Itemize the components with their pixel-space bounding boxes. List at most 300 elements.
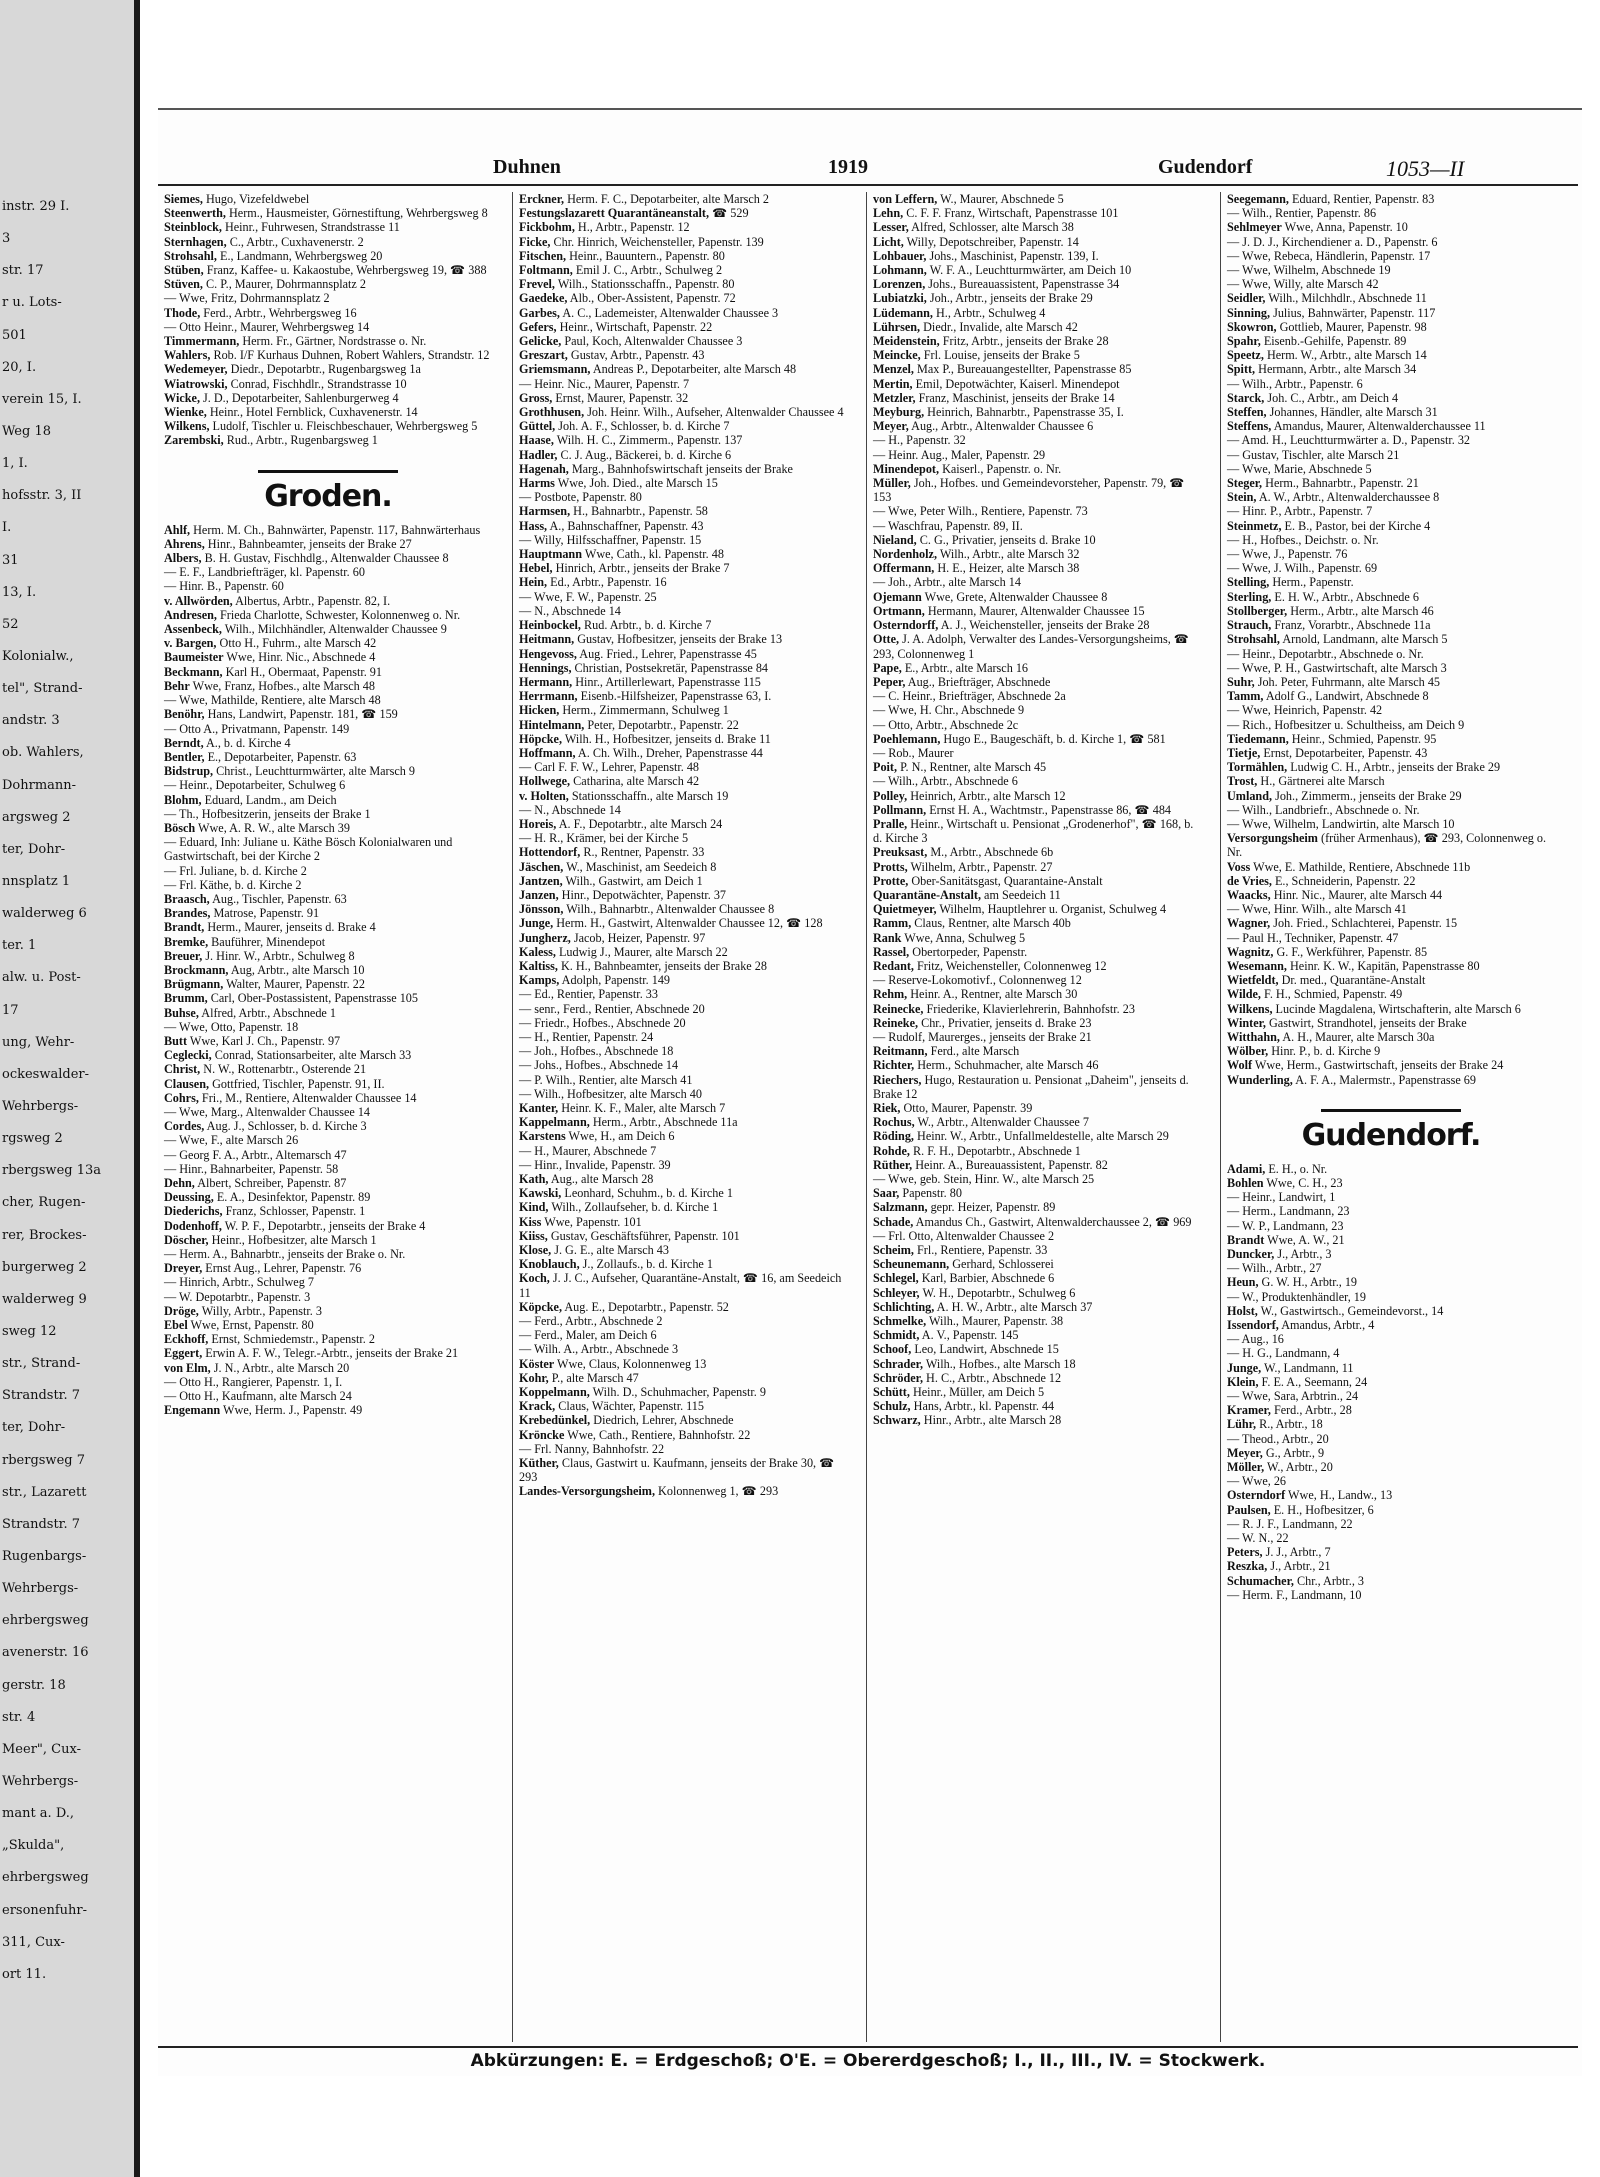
fragment-line: 31 bbox=[2, 553, 19, 568]
entry-surname: Meyer, bbox=[873, 419, 909, 434]
directory-entry bbox=[873, 1030, 1203, 1044]
directory-entry bbox=[1227, 1531, 1557, 1545]
entry-surname: Jantzen, bbox=[519, 873, 563, 888]
entry-details: Wwe, E. Mathilde, Rentiere, Abschnede 11b bbox=[1253, 859, 1471, 874]
directory-entry bbox=[519, 476, 849, 490]
entry-surname: Baumeister bbox=[164, 650, 224, 665]
entry-details: Heinr., Wirtschaft, Papenstr. 22 bbox=[559, 319, 713, 334]
entry-details: H. E., Heizer, alte Marsch 38 bbox=[937, 561, 1080, 576]
entry-details: — Theod., Arbtr., 20 bbox=[1227, 1431, 1329, 1446]
directory-entry bbox=[164, 1119, 494, 1133]
entry-surname: Seegemann, bbox=[1227, 192, 1289, 206]
entry-surname: Schade, bbox=[873, 1214, 914, 1229]
entry-details: Wwe, Anna, Schulweg 5 bbox=[904, 930, 1026, 945]
entry-surname: Hicken, bbox=[519, 703, 560, 718]
entry-details: J. J., Arbtr., 7 bbox=[1265, 1545, 1331, 1560]
entry-surname: Engemann bbox=[164, 1403, 221, 1418]
directory-entry bbox=[1227, 490, 1557, 504]
directory-entry bbox=[1227, 1030, 1557, 1044]
entry-details: C. F. F. Franz, Wirtschaft, Papenstrasse 101 bbox=[906, 206, 1119, 221]
entry-surname: Hottendorf, bbox=[519, 845, 581, 860]
entry-details: Frieda Charlotte, Schwester, Kolonnenweg o. Nr. bbox=[219, 607, 461, 622]
directory-entry bbox=[519, 831, 849, 845]
entry-details: Wilh., Gastwirt, am Deich 1 bbox=[565, 873, 703, 888]
fragment-line: Wehrbergs- bbox=[2, 1774, 79, 1789]
entry-surname: Riechers, bbox=[873, 1072, 922, 1087]
directory-entry bbox=[164, 1389, 494, 1403]
directory-entry bbox=[164, 622, 494, 636]
entry-details: Heinrich, Bahnarbtr., Papenstrasse 35, I. bbox=[927, 405, 1124, 420]
entry-details: W. H., Depotarbtr., Schulweg 6 bbox=[922, 1285, 1076, 1300]
directory-entry bbox=[1227, 377, 1557, 391]
fragment-line: 3 bbox=[2, 231, 11, 246]
entry-details: Aug. E., Depotarbtr., Papenstr. 52 bbox=[564, 1299, 729, 1314]
directory-entry bbox=[1227, 519, 1557, 533]
entry-details: Amandus, Maurer, Altenwalderchaussee 11 bbox=[1273, 419, 1486, 434]
directory-entry bbox=[519, 987, 849, 1001]
directory-entry bbox=[164, 1176, 494, 1190]
entry-surname: Strohsahl, bbox=[1227, 632, 1280, 647]
directory-entry bbox=[1227, 263, 1557, 277]
directory-entry bbox=[873, 1385, 1203, 1399]
directory-entry bbox=[519, 277, 849, 291]
entry-details: Matrose, Papenstr. 91 bbox=[213, 906, 320, 921]
entry-surname: Thode, bbox=[164, 305, 201, 320]
directory-entry bbox=[873, 916, 1203, 930]
directory-entry bbox=[1227, 959, 1557, 973]
entry-surname: Ceglecki, bbox=[164, 1048, 212, 1063]
entry-details: — W. Depotarbtr., Papenstr. 3 bbox=[164, 1289, 311, 1304]
entry-surname: Lohbauer, bbox=[873, 248, 927, 263]
directory-entry bbox=[164, 991, 494, 1005]
entry-details: — Aug., 16 bbox=[1227, 1332, 1284, 1347]
directory-entry bbox=[1227, 419, 1557, 433]
directory-entry bbox=[873, 845, 1203, 859]
directory-entry bbox=[873, 1286, 1203, 1300]
entry-details: Adolph, Papenstr. 149 bbox=[561, 973, 671, 988]
directory-entry bbox=[164, 306, 494, 320]
entry-details: — Wilh., Landbriefr., Abschnede o. Nr. bbox=[1227, 802, 1420, 817]
entry-details: — Gustav, Tischler, alte Marsch 21 bbox=[1227, 447, 1400, 462]
entry-details: Marg., Bahnhofswirtschaft jenseits der Brake bbox=[571, 461, 793, 476]
entry-surname: Garbes, bbox=[519, 305, 560, 320]
entry-surname: Versorgungsheim bbox=[1227, 831, 1318, 846]
entry-details: Heinr. A., Rentner, alte Marsch 30 bbox=[910, 987, 1078, 1002]
entry-details: Eisenb.-Gehilfe, Papenstr. 89 bbox=[1263, 334, 1407, 349]
entry-surname: Wilde, bbox=[1227, 987, 1261, 1002]
entry-details: Hinr., Bahnbeamter, jenseits der Brake 27 bbox=[207, 536, 412, 551]
entry-details: Wwe, Papenstr. 101 bbox=[544, 1214, 642, 1229]
entry-surname: Otte, bbox=[873, 632, 900, 647]
entry-details: Otto H., Fuhrm., alte Marsch 42 bbox=[219, 636, 377, 651]
directory-entry bbox=[873, 519, 1203, 533]
entry-surname: Wunderling, bbox=[1227, 1072, 1293, 1087]
fragment-line: Strandstr. 7 bbox=[2, 1517, 81, 1532]
entry-surname: Meincke, bbox=[873, 348, 921, 363]
entry-details: Frl. Louise, jenseits der Brake 5 bbox=[923, 348, 1080, 363]
entry-surname: Wölber, bbox=[1227, 1044, 1269, 1059]
entry-surname: Zarembski, bbox=[164, 433, 224, 448]
entry-surname: Skowron, bbox=[1227, 319, 1277, 334]
directory-entry bbox=[164, 1034, 494, 1048]
section-divider bbox=[258, 470, 398, 473]
entry-surname: Waacks, bbox=[1227, 887, 1271, 902]
directory-entry bbox=[519, 973, 849, 987]
entry-surname: Kaltiss, bbox=[519, 958, 558, 973]
entry-surname: Menzel, bbox=[873, 362, 914, 377]
entry-surname: Quietmeyer, bbox=[873, 902, 937, 917]
directory-entry bbox=[519, 1158, 849, 1172]
section-title: Groden. bbox=[264, 478, 392, 514]
directory-entry bbox=[873, 703, 1203, 717]
entry-details: Wilh., Milchhändler, Altenwalder Chaussee 9 bbox=[224, 622, 447, 637]
fragment-line: Weg 18 bbox=[2, 424, 51, 439]
fragment-line: ersonenfuhr- bbox=[2, 1903, 88, 1918]
directory-entry bbox=[1227, 504, 1557, 518]
entry-details: Wwe, Cath., Rentiere, Bahnhofstr. 22 bbox=[567, 1427, 751, 1442]
entry-surname: Horeis, bbox=[519, 816, 557, 831]
directory-entry bbox=[519, 1328, 849, 1342]
entry-details: Aug, Arbtr., alte Marsch 10 bbox=[230, 962, 365, 977]
entry-details: Obertorpeder, Papenstr. bbox=[912, 944, 1028, 959]
entry-details: Gerhard, Schlosserei bbox=[952, 1257, 1054, 1272]
directory-entry bbox=[1227, 831, 1557, 859]
entry-surname: Heitmann, bbox=[519, 632, 575, 647]
directory-entry bbox=[1227, 774, 1557, 788]
entry-details: — Wwe, Mathilde, Rentiere, alte Marsch 48 bbox=[164, 693, 381, 708]
directory-entry bbox=[164, 864, 494, 878]
entry-surname: Schleyer, bbox=[873, 1285, 920, 1300]
entry-details: Johs., Maschinist, Papenstr. 139, I. bbox=[929, 248, 1099, 263]
entry-surname: Spahr, bbox=[1227, 334, 1261, 349]
directory-entry bbox=[1227, 647, 1557, 661]
entry-surname: Schütt, bbox=[873, 1385, 910, 1400]
entry-surname: Griemsmann, bbox=[519, 362, 591, 377]
directory-entry bbox=[1227, 1503, 1557, 1517]
entry-surname: Hermann, bbox=[519, 674, 573, 689]
entry-details: Wwe, Anna, Papenstr. 10 bbox=[1284, 220, 1408, 235]
directory-entry bbox=[1227, 1304, 1557, 1318]
entry-details: Conrad, Stationsarbeiter, alte Marsch 33 bbox=[214, 1048, 412, 1063]
entry-details: A. H., Maurer, alte Marsch 30a bbox=[1282, 1029, 1435, 1044]
entry-surname: Lohmann, bbox=[873, 263, 927, 278]
directory-entry bbox=[164, 579, 494, 593]
entry-surname: Jönsson, bbox=[519, 902, 564, 917]
directory-entry bbox=[1227, 1517, 1557, 1531]
directory-entry bbox=[164, 1148, 494, 1162]
entry-surname: Behr bbox=[164, 678, 190, 693]
entry-details: — H. R., Krämer, bei der Kirche 5 bbox=[519, 831, 689, 846]
entry-details: — Heinr. Nic., Maurer, Papenstr. 7 bbox=[519, 376, 690, 391]
entry-details: J. A. Adolph, Verwalter des Landes-Versorgungsheims, ☎ 293, Colonnenweg 1 bbox=[873, 632, 1189, 661]
directory-entry bbox=[164, 920, 494, 934]
directory-entry bbox=[164, 1204, 494, 1218]
entry-details: W., Arbtr., Altenwalder Chaussee 7 bbox=[917, 1115, 1089, 1130]
entry-details: — Reserve-Lokomotivf., Colonnenweg 12 bbox=[873, 973, 1082, 988]
entry-surname: Wedemeyer, bbox=[164, 362, 228, 377]
directory-entry bbox=[519, 661, 849, 675]
directory-entry bbox=[519, 703, 849, 717]
entry-details: gepr. Heizer, Papenstr. 89 bbox=[930, 1200, 1056, 1215]
directory-entry bbox=[873, 590, 1203, 604]
entry-details: Ernst, Maurer, Papenstr. 32 bbox=[555, 390, 689, 405]
header-left-place: Duhnen bbox=[493, 156, 561, 178]
entry-surname: v. Bargen, bbox=[164, 636, 217, 651]
entry-details: — Joh., Hofbes., Abschnede 18 bbox=[519, 1044, 674, 1059]
entry-details: Amandus, Arbtr., 4 bbox=[1281, 1318, 1375, 1333]
entry-details: H., Arbtr., Papenstr. 12 bbox=[577, 220, 690, 235]
directory-entry bbox=[164, 693, 494, 707]
directory-entry bbox=[1227, 1346, 1557, 1360]
directory-entry bbox=[1227, 1574, 1557, 1588]
directory-entry bbox=[1227, 945, 1557, 959]
directory-entry bbox=[873, 760, 1203, 774]
entry-surname: Wesemann, bbox=[1227, 958, 1287, 973]
directory-entry bbox=[873, 675, 1203, 689]
entry-details: — Amd. H., Leuchtturmwärter a. D., Papenstr. 32 bbox=[1227, 433, 1471, 448]
entry-details: Ober-Sanitätsgast, Quarantaine-Anstalt bbox=[911, 873, 1103, 888]
entry-details: Wwe, Ernst, Papenstr. 80 bbox=[190, 1318, 314, 1333]
entry-details: Heinr., Bauuntern., Papenstr. 80 bbox=[569, 248, 725, 263]
directory-entry bbox=[519, 533, 849, 547]
entry-surname: Brandt, bbox=[164, 920, 205, 935]
directory-entry bbox=[519, 1456, 849, 1484]
entry-details: C. P., Maurer, Dohrmannsplatz 2 bbox=[206, 277, 366, 292]
entry-details: Johannes, Händler, alte Marsch 31 bbox=[1269, 405, 1438, 420]
directory-entry bbox=[873, 1328, 1203, 1342]
entry-surname: Nordenholz, bbox=[873, 547, 937, 562]
entry-surname: Wienke, bbox=[164, 405, 207, 420]
entry-surname: Kath, bbox=[519, 1172, 549, 1187]
entry-details: Herm. M. Ch., Bahnwärter, Papenstr. 117, Bahnwärterhaus bbox=[193, 522, 481, 537]
entry-surname: Tamm, bbox=[1227, 689, 1264, 704]
directory-entry bbox=[873, 1129, 1203, 1143]
directory-entry bbox=[519, 760, 849, 774]
entry-surname: Siemes, bbox=[164, 192, 203, 206]
entry-details: Wilhelm, Hauptlehrer u. Organist, Schulweg 4 bbox=[939, 902, 1167, 917]
entry-details: C. G., Privatier, jenseits d. Brake 10 bbox=[919, 532, 1096, 547]
directory-entry bbox=[873, 391, 1203, 405]
entry-surname: Wilkens, bbox=[164, 419, 210, 434]
directory-entry bbox=[519, 462, 849, 476]
entry-details: Andreas P., Depotarbeiter, alte Marsch 48 bbox=[592, 362, 797, 377]
entry-details: E. A., Desinfektor, Papenstr. 89 bbox=[216, 1190, 371, 1205]
entry-details: Wilh., Hofbes., alte Marsch 18 bbox=[925, 1356, 1076, 1371]
directory-entry bbox=[164, 391, 494, 405]
directory-entry bbox=[1227, 874, 1557, 888]
entry-surname: Scheunemann, bbox=[873, 1257, 950, 1272]
entry-surname: Tormählen, bbox=[1227, 760, 1288, 775]
entry-details: Gustav, Arbtr., Papenstr. 43 bbox=[570, 348, 705, 363]
directory-entry bbox=[873, 462, 1203, 476]
entry-surname: Janzen, bbox=[519, 887, 559, 902]
directory-entry bbox=[873, 604, 1203, 618]
directory-entry bbox=[1227, 675, 1557, 689]
entry-details: — Otto H., Rangierer, Papenstr. 1, I. bbox=[164, 1374, 343, 1389]
fragment-line: 1, I. bbox=[2, 456, 28, 471]
entry-surname: Kiss bbox=[519, 1214, 542, 1229]
fragment-line: avenerstr. 16 bbox=[2, 1645, 89, 1660]
entry-details: — Carl F. F. W., Lehrer, Papenstr. 48 bbox=[519, 760, 700, 775]
directory-entry bbox=[519, 774, 849, 788]
directory-entry bbox=[1227, 1588, 1557, 1602]
entry-details: — Otto, Arbtr., Abschnede 2c bbox=[873, 717, 1019, 732]
entry-details: — Postbote, Papenstr. 80 bbox=[519, 490, 642, 505]
entry-surname: Küther, bbox=[519, 1456, 559, 1471]
entry-details: — Wwe, Heinrich, Papenstr. 42 bbox=[1227, 703, 1383, 718]
directory-entry bbox=[519, 1428, 849, 1442]
directory-entry bbox=[164, 192, 494, 206]
entry-details: Hugo, Restauration u. Pensionat „Daheim", jenseits d. Brake 12 bbox=[873, 1072, 1189, 1101]
directory-entry bbox=[519, 377, 849, 391]
entry-details: Amandus Ch., Gastwirt, Altenwalderchaussee 2, ☎ 969 bbox=[915, 1214, 1192, 1229]
entry-details: Herm. F. C., Depotarbeiter, alte Marsch 2 bbox=[567, 192, 770, 206]
entry-surname: Stein, bbox=[1227, 490, 1257, 505]
entry-surname: Steinmetz, bbox=[1227, 518, 1282, 533]
entry-surname: von Elm, bbox=[164, 1360, 211, 1375]
directory-entry bbox=[164, 565, 494, 579]
entry-surname: Lesser, bbox=[873, 220, 909, 235]
entry-details: Joh. C., Arbtr., am Deich 4 bbox=[1267, 390, 1399, 405]
entry-details: W., Arbtr., 20 bbox=[1266, 1460, 1333, 1475]
entry-surname: Klose, bbox=[519, 1243, 552, 1258]
entry-details: — N., Abschnede 14 bbox=[519, 802, 621, 817]
directory-entry bbox=[164, 736, 494, 750]
directory-entry bbox=[873, 689, 1203, 703]
entry-details: Aug., Briefträger, Abschnede bbox=[907, 674, 1051, 689]
fragment-line: ung, Wehr- bbox=[2, 1035, 75, 1050]
directory-entry bbox=[519, 1044, 849, 1058]
directory-entry bbox=[1227, 405, 1557, 419]
entry-details: — Wwe, Peter Wilh., Rentiere, Papenstr. 73 bbox=[873, 504, 1088, 519]
entry-details: — Wwe, Wilhelm, Landwirtin, alte Marsch 10 bbox=[1227, 816, 1455, 831]
entry-details: R. F. H., Depotarbtr., Abschnede 1 bbox=[912, 1143, 1081, 1158]
entry-details: Wwe, Franz, Hofbes., alte Marsch 48 bbox=[192, 678, 375, 693]
entry-details: Dr. med., Quarantäne-Anstalt bbox=[1281, 973, 1426, 988]
entry-surname: Witthahn, bbox=[1227, 1029, 1280, 1044]
directory-entry bbox=[1227, 1417, 1557, 1431]
entry-surname: Köpcke, bbox=[519, 1299, 562, 1314]
directory-entry bbox=[873, 718, 1203, 732]
entry-details: — Eduard, Inh: Juliane u. Käthe Bösch Kolonialwaren und Gastwirtschaft, bei der Kirche 2 bbox=[164, 835, 453, 864]
entry-details: Leonhard, Schuhm., b. d. Kirche 1 bbox=[564, 1186, 733, 1201]
directory-entry bbox=[873, 192, 1203, 206]
entry-surname: Pape, bbox=[873, 660, 902, 675]
directory-entry bbox=[1227, 1044, 1557, 1058]
entry-surname: Osterndorff, bbox=[873, 618, 939, 633]
directory-entry bbox=[519, 1300, 849, 1314]
entry-details: — Herm., Landmann, 23 bbox=[1227, 1204, 1350, 1219]
directory-entry bbox=[519, 348, 849, 362]
entry-details: Heinr., Schmied, Papenstr. 95 bbox=[1291, 731, 1437, 746]
entry-details: — Wwe, Sara, Arbtrin., 24 bbox=[1227, 1389, 1359, 1404]
entry-surname: Benöhr, bbox=[164, 707, 205, 722]
directory-entry bbox=[164, 377, 494, 391]
entry-details: A., Bahnschaffner, Papenstr. 43 bbox=[549, 518, 704, 533]
directory-entry bbox=[873, 789, 1203, 803]
directory-entry bbox=[519, 888, 849, 902]
directory-entry bbox=[1227, 220, 1557, 234]
entry-surname: Steinblock, bbox=[164, 220, 222, 235]
directory-entry bbox=[519, 689, 849, 703]
entry-details: — Wilh., Arbtr., Papenstr. 6 bbox=[1227, 376, 1363, 391]
entry-surname: Starck, bbox=[1227, 390, 1265, 405]
directory-entry bbox=[873, 1073, 1203, 1101]
entry-surname: Harmsen, bbox=[519, 504, 571, 519]
entry-surname: Hauptmann bbox=[519, 547, 582, 562]
directory-entry bbox=[164, 906, 494, 920]
directory-entry bbox=[164, 1077, 494, 1091]
entry-surname: Meidenstein, bbox=[873, 334, 940, 349]
entry-details: — Herm. F., Landmann, 10 bbox=[1227, 1587, 1362, 1602]
directory-entry bbox=[1227, 1204, 1557, 1218]
entry-details: E. H., o. Nr. bbox=[1268, 1161, 1328, 1176]
entry-surname: Nieland, bbox=[873, 532, 917, 547]
entry-details: Jacob, Heizer, Papenstr. 97 bbox=[573, 930, 706, 945]
entry-details: — Willy, Hilfsschaffner, Papenstr. 15 bbox=[519, 532, 702, 547]
entry-surname: Brockmann, bbox=[164, 962, 229, 977]
directory-entry bbox=[519, 647, 849, 661]
entry-details: — H. G., Landmann, 4 bbox=[1227, 1346, 1340, 1361]
directory-entry bbox=[519, 845, 849, 859]
directory-entry bbox=[1227, 334, 1557, 348]
entry-details: Wwe, Grete, Altenwalder Chaussee 8 bbox=[924, 589, 1108, 604]
directory-entry bbox=[519, 1144, 849, 1158]
entry-details: — Rob., Maurer bbox=[873, 745, 954, 760]
entry-surname: Mertin, bbox=[873, 376, 913, 391]
entry-details: Heinr., Hotel Fernblick, Cuxhavenerstr. 14 bbox=[209, 405, 418, 420]
entry-details: — Otto Heinr., Maurer, Wehrbergsweg 14 bbox=[164, 319, 370, 334]
entry-details: Heinr., Müller, am Deich 5 bbox=[912, 1385, 1045, 1400]
fragment-line: 13, I. bbox=[2, 585, 37, 600]
directory-entry bbox=[873, 561, 1203, 575]
fragment-line: hofsstr. 3, II bbox=[2, 488, 82, 503]
directory-entry bbox=[519, 1385, 849, 1399]
entry-surname: Karstens bbox=[519, 1129, 566, 1144]
entry-details: Peter, Depotarbtr., Papenstr. 22 bbox=[587, 717, 739, 732]
entry-details: Hans, Arbtr., kl. Papenstr. 44 bbox=[913, 1399, 1055, 1414]
entry-surname: Jäschen, bbox=[519, 859, 564, 874]
entry-surname: Steffen, bbox=[1227, 405, 1267, 420]
entry-details: Erwin A. F. W., Telegr.-Arbtr., jenseits der Brake 21 bbox=[205, 1346, 459, 1361]
entry-surname: Reinecke, bbox=[873, 1001, 924, 1016]
entry-details: Emil, Depotwächter, Kaiserl. Minendepot bbox=[915, 376, 1120, 391]
directory-entry bbox=[873, 1215, 1203, 1229]
directory-entry bbox=[164, 291, 494, 305]
entry-surname: Scheim, bbox=[873, 1243, 914, 1258]
directory-entry bbox=[873, 959, 1203, 973]
fragment-line: walderweg 9 bbox=[2, 1292, 87, 1307]
entry-surname: Eggert, bbox=[164, 1346, 203, 1361]
entry-details: W., Landmann, 11 bbox=[1264, 1360, 1354, 1375]
entry-surname: Gross, bbox=[519, 390, 553, 405]
entry-details: Hans, Landwirt, Papenstr. 181, ☎ 159 bbox=[207, 707, 398, 722]
entry-surname: Schrader, bbox=[873, 1356, 923, 1371]
entry-details: — J. D. J., Kirchendiener a. D., Papenstr. 6 bbox=[1227, 234, 1438, 249]
directory-entry bbox=[164, 551, 494, 565]
directory-entry bbox=[873, 803, 1203, 817]
directory-entry bbox=[873, 206, 1203, 220]
fragment-line: str. 17 bbox=[2, 263, 44, 278]
fragment-line: instr. 29 I. bbox=[2, 199, 70, 214]
entry-surname: Lubiatzki, bbox=[873, 291, 927, 306]
directory-entry bbox=[519, 1172, 849, 1186]
entry-details: Wilh., Arbtr., alte Marsch 32 bbox=[939, 547, 1080, 562]
entry-details: Ernst, Schmiedemstr., Papenstr. 2 bbox=[211, 1332, 375, 1347]
entry-details: — Friedr., Hofbes., Abschnede 20 bbox=[519, 1015, 686, 1030]
directory-entry bbox=[164, 807, 494, 821]
entry-details: — Heinr., Landwirt, 1 bbox=[1227, 1190, 1336, 1205]
